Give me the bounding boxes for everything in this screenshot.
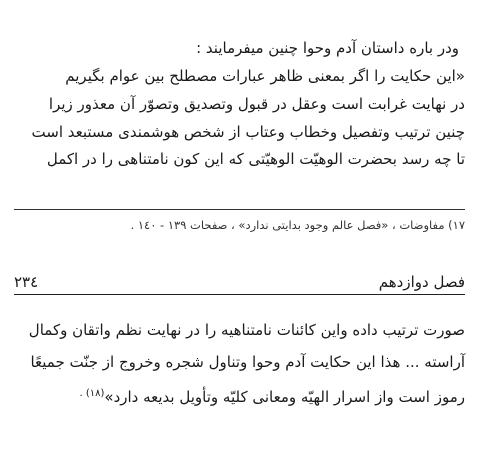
page-number: ٢٣٤ xyxy=(14,273,39,291)
continuation-line-3 xyxy=(79,382,465,409)
chapter-title: فصل دوازدهم xyxy=(378,273,465,291)
quote-line-1: «این حکایت را اگر بمعنی ظاهر عبارات مصطلح بین عوام بگیریم xyxy=(65,67,465,85)
continuation-line-2: آراسته ... هذا این حکایت آدم وحوا وتناول شجره وخروج از جنّت جمیعًا xyxy=(30,353,465,371)
intro-line: ودر باره داستان آدم وحوا چنین میفرمایند : xyxy=(196,39,459,57)
page-header xyxy=(14,272,465,295)
footnote-ref-18[interactable]: (١٨) . xyxy=(79,388,105,399)
quote-line-4: تا چه رسد بحضرت الوهیّت الوهیّتی که این کون نامتناهی را در اکمل xyxy=(46,150,465,168)
footnote-divider xyxy=(14,209,465,210)
continuation-line-3-text: رموز است واز اسرار الهیّه ومعانی کلیّه وتأویل بدیعه دارد» xyxy=(104,388,465,406)
continuation-line-1: صورت ترتیب داده واین کائنات نامتناهیه را در نهایت نظم واتقان وکمال xyxy=(28,321,465,339)
quote-line-2: در نهایت غرابت است وعقل در قبول وتصدیق وتصوّر آن معذور زیرا xyxy=(48,95,465,113)
footnote-17: ١٧) مفاوضات ، «فصل عالم وجود بدایتی ندارد» ، صفحات ١٣٩ - ١٤٠ . xyxy=(130,218,465,232)
quote-line-3: چنین ترتیب وتفصیل وخطاب وعتاب از شخص هوشمندی مستبعد است xyxy=(31,123,465,141)
